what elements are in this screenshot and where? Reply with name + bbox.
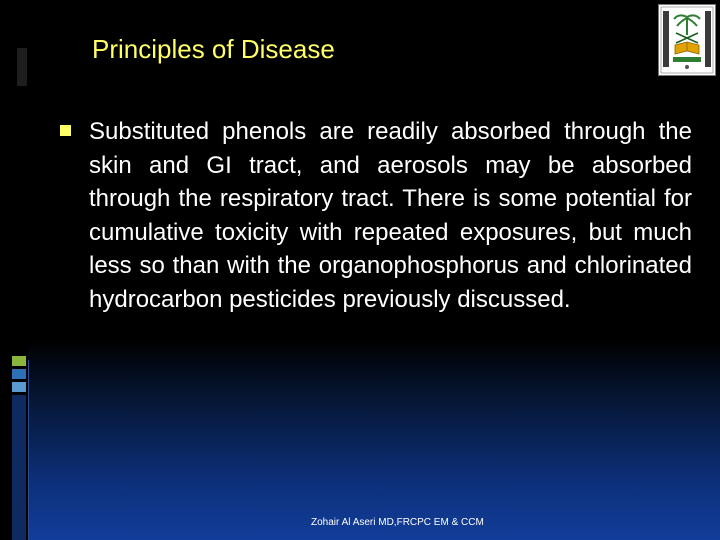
background-gradient [28,340,720,540]
left-divider-line [28,360,29,540]
bullet-item [60,115,692,316]
bullet-text: Substituted phenols are readily absorbed through the skin and GI tract, and aerosols may be absorbed through the respiratory tract. There is some potential for cumulative toxicity with repeated exposures, but much less so than with the organophosphorus and chlorinated hydrocarbon pesticides previously discussed. [89,118,692,313]
left-strip-blue [12,369,26,379]
slide-footer: Zohair Al Aseri MD,FRCPC EM & CCM [311,517,484,528]
left-strip-lightblue [12,382,26,392]
square-bullet-icon [60,125,71,136]
university-logo-icon [658,4,716,76]
left-strip-navy [12,395,26,540]
left-strip-green [12,356,26,366]
content-area [60,115,692,316]
left-accent-bar [17,48,27,86]
slide-title: Principles of Disease [92,34,335,64]
